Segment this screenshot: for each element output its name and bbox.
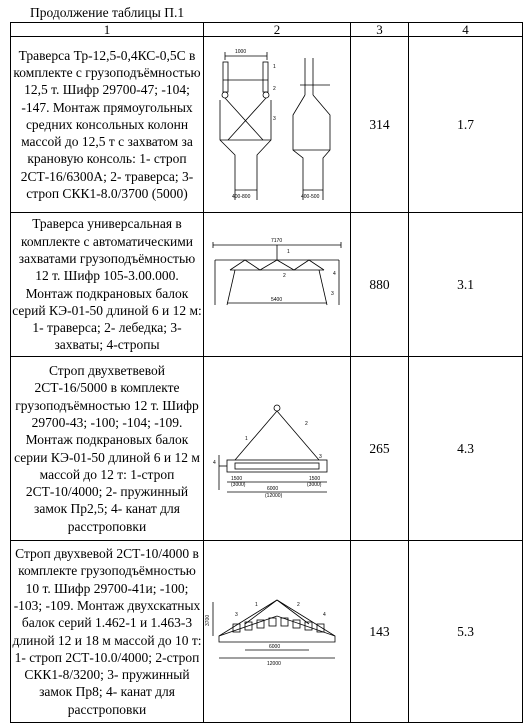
column-header: 3 <box>351 23 409 37</box>
table-row <box>11 213 523 357</box>
dim-label: 1000 <box>234 48 246 55</box>
callout-label: 2 <box>272 85 276 92</box>
dim-label: (3000) <box>230 481 245 488</box>
dim-label: 400-800 <box>231 193 250 200</box>
callout-label: 2 <box>296 601 300 608</box>
callout-label: 1 <box>286 248 290 255</box>
row-value-4: 3.1 <box>409 213 523 357</box>
dim-label: (12000) <box>264 492 282 499</box>
row-description: Строп двухвевой 2СТ-10/4000 в комплекте грузоподъёмностью 10 т. Шифр 29700-41и; -100; -103; -109. Монтаж двухскатных балок серий 1.462-1 и 1.463-3 длиной 12 и 18 м массой до 10 т: 1- строп 2СТ-10.0/4000; 2-строп СКК1-8/3200; 3- пружинный замок Пр8; 4- канат для расстроповки <box>11 541 204 723</box>
table-row <box>11 357 523 541</box>
row-value-3: 880 <box>351 213 409 357</box>
row-value-3: 143 <box>351 541 409 723</box>
column-header: 4 <box>409 23 523 37</box>
callout-label: 3 <box>272 115 276 122</box>
dim-label: 7170 <box>270 237 282 244</box>
two-leg-sling-drawing <box>205 360 350 538</box>
dim-label: (3000) <box>306 481 321 488</box>
row-description: Траверса Тр-12,5-0,4КС-0,5С в комплекте с грузоподъёмностью 12,5 т. Шифр 29700-47; -104; -147. Монтаж прямоугольных средних консольных колонн массой до 12,5 т с захватом за крановую консоль: 1- строп 2СТ-16/6300А; 2- траверса; 3- строп СКК1-8.0/3700 (5000) <box>11 37 204 213</box>
dim-label: 5400 <box>270 296 282 303</box>
column-header: 1 <box>11 23 204 37</box>
row-figure <box>204 37 351 213</box>
dim-label: 1500 <box>230 475 242 482</box>
universal-traverse-drawing <box>205 215 350 355</box>
callout-label: 1 <box>272 63 276 70</box>
header-row <box>11 23 523 37</box>
callout-label: 3 <box>234 611 238 618</box>
row-figure <box>204 541 351 723</box>
column-header: 2 <box>204 23 351 37</box>
row-figure <box>204 357 351 541</box>
row-description: Траверса универсальная в комплекте с автоматическими захватами грузоподъёмностью 12 т. Шифр 105-3.00.000. Монтаж подкрановых балок серий КЭ-01-50 длиной 6 и 12 м: 1- траверса; 2- лебедка; 3-захваты; 4-стропы <box>11 213 204 357</box>
row-value-4: 4.3 <box>409 357 523 541</box>
dim-label: 3700 <box>204 614 211 626</box>
callout-label: 1 <box>254 601 258 608</box>
traverse-column-drawing <box>205 40 350 210</box>
dim-label: 6000 <box>266 485 278 492</box>
callout-label: 4 <box>212 459 216 466</box>
dim-label: 1500 <box>308 475 320 482</box>
table-row <box>11 37 523 213</box>
row-description: Строп двухветвевой 2СТ-16/5000 в комплекте грузоподъёмностью 12 т. Шифр 29700-43; -100; -104; -109. Монтаж подкрановых балок серии КЭ-01-50 длиной 6 и 12 м массой до 12 т: 1-строп 2СТ-10/4000; 2- пружинный замок Пр2,5; 4- канат для расстроповки <box>11 357 204 541</box>
callout-label: 3 <box>330 290 334 297</box>
data-table <box>10 22 523 723</box>
row-value-3: 314 <box>351 37 409 213</box>
dim-label: 400-500 <box>300 193 319 200</box>
gable-beam-sling-drawing <box>205 544 350 720</box>
row-value-4: 1.7 <box>409 37 523 213</box>
table-row <box>11 541 523 723</box>
row-value-3: 265 <box>351 357 409 541</box>
callout-label: 1 <box>244 435 248 442</box>
row-figure <box>204 213 351 357</box>
callout-label: 2 <box>304 420 308 427</box>
callout-label: 2 <box>282 272 286 279</box>
callout-label: 4 <box>322 611 326 618</box>
dim-label: 12000 <box>266 660 281 667</box>
row-value-4: 5.3 <box>409 541 523 723</box>
dim-label: 6000 <box>268 643 280 650</box>
callout-label: 4 <box>332 270 336 277</box>
table-caption: Продолжение таблицы П.1 <box>30 5 185 20</box>
callout-label: 3 <box>318 453 322 460</box>
